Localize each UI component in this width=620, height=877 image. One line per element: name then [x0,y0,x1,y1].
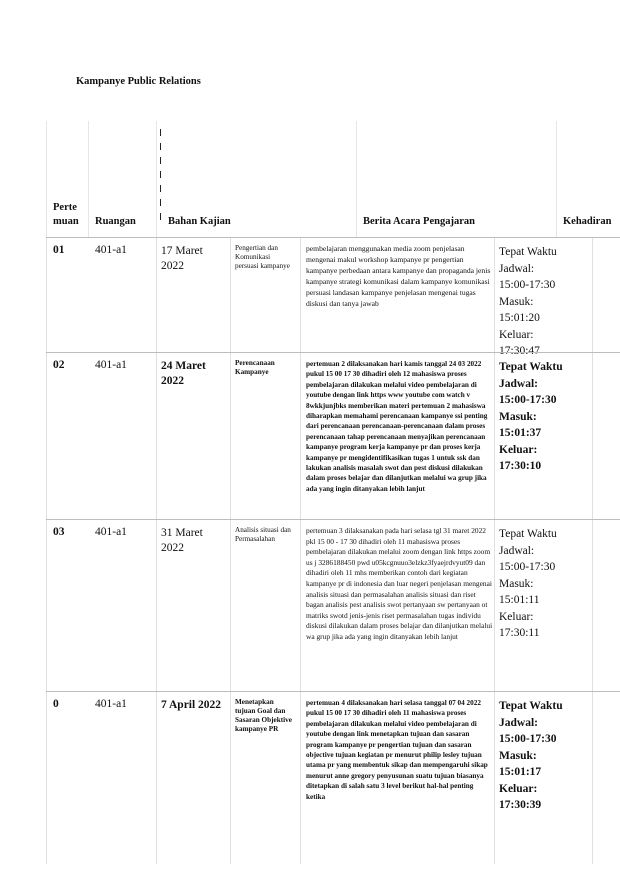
row-date: 24 Maret 2022 [161,360,206,387]
header-pertemuan: Perte muan [53,202,79,227]
row-date: 17 Maret 2022 [161,245,203,272]
row-date: 31 Maret 2022 [161,527,203,554]
row-number: 0 [53,698,59,710]
header-bahan-kajian: Bahan Kajian [168,216,231,227]
row-number: 02 [53,359,65,371]
header-ruangan: Ruangan [95,216,136,227]
table-row [46,519,620,691]
table-header-row [46,121,620,237]
row-description: pertemuan 3 dilaksanakan pada hari selasa tgl 31 maret 2022 pkl 15 00 - 17 30 dihadiri oleh 11 mahasiswa proses pembelajaran dilakukan melalui zoom dengan link https zoom us j 3286188450 pwd u05kcgnuuo3elzkz3fyaejrdvyut09 dan dihadiri oleh 11 mhs memberikan contoh dari kegiatan kampanye pr di indonesia dan luar negeri penjelasan mengenai analisis situasi dan permasalahan analisis situasi dan riset bagan analisis pest analisis swot pertanyaan sw pertanyaan ot matriks swotd jenis-jenis riset permasalahan tugas individu diskusi dilakukan dalam proses belajar dan dilanjutkan melalui wa grup jika ada yang ingin ditanyakan lebih lanjut [306,526,493,641]
row-date: 7 April 2022 [161,699,222,711]
row-attendance: Tepat Waktu Jadwal: 15:00-17:30 Masuk: 15:01:17 Keluar: 17:30:39 [499,700,563,811]
table-row [46,352,620,519]
row-topic: Perencanaan Kampanye [235,359,275,376]
header-dash-marks [160,129,163,227]
row-number: 03 [53,526,65,538]
row-attendance: Tepat Waktu Jadwal: 15:00-17:30 Masuk: 15:01:20 Keluar: 17:30:47 [499,246,557,357]
row-room: 401-a1 [95,698,127,710]
schedule-table [46,121,620,864]
header-kehadiran: Kehadiran [563,216,612,227]
row-description: pertemuan 4 dilaksanakan hari selasa tanggal 07 04 2022 pukul 15 00 17 30 dihadiri oleh 11 mahasiswa proses pembelajaran dilakukan melalui video pembelajaran di youtube dengan link menetapkan tujuan dan sasaran program kampanye pr pengertian tujuan dan sasaran objective tujuan kegiatan pr menurut philip lesley tujuan utama pr yang membentuk sikap dan mempengaruhi sikap menurut anne gregory penyusunan suatu tujuan biasanya ditetapkan di salah satu 3 level berikut hal-hal penting ketika [306,699,488,801]
row-topic: Analisis situasi dan Permasalahan [235,526,291,543]
row-room: 401-a1 [95,359,127,371]
row-topic: Pengertian dan Komunikasi persuasi kampanye [235,244,290,270]
header-berita-acara: Berita Acara Pengajaran [363,216,475,227]
row-number: 01 [53,244,65,256]
row-room: 401-a1 [95,244,127,256]
table-row [46,691,620,864]
document-title: Kampanye Public Relations [76,76,201,87]
row-attendance: Tepat Waktu Jadwal: 15:00-17:30 Masuk: 15:01:11 Keluar: 17:30:11 [499,528,557,639]
row-description: pembelajaran menggunakan media zoom penjelasan mengenai makul workshop kampanye pr pengertian kampanye perbedaan antara kampanye dan propaganda jenis kampanye strategi komunikasi dalam kampanye komunikasi persuasi landasan kampanye penjelasan mengenai tugas diskusi dan tanya jawab [306,244,491,308]
row-attendance: Tepat Waktu Jadwal: 15:00-17:30 Masuk: 15:01:37 Keluar: 17:30:10 [499,361,563,472]
row-topic: Menetapkan tujuan Goal dan Sasaran Objektive kampanye PR [235,698,292,733]
row-room: 401-a1 [95,526,127,538]
row-description: pertemuan 2 dilaksanakan hari kamis tanggal 24 03 2022 pukul 15 00 17 30 dihadiri oleh 12 mahasiswa proses pembelajaran dilakukan melalui video pembelajaran di youtube dengan link https www youtube com watch v 8wkkjunjbks memberikan materi pertemuan 2 mahasiswa diharapkan memahami perencanaan kampanye ssi penting dari perencanaan perencanaan-perencanaan dalam proses perencanaan tahap perencanaan menyajikan perencanaan kampanye program kerja kampanye pr dan proses kerja kampanye pr mengidentifikasikan tugas 1 untuk ssk dan lakukan analisis masalah swot dan pest diskusi dilakukan dalam proses belajar dan dilanjutkan melalui wa grup jika ada yang ingin ditanyakan lebih lanjut [306,360,488,493]
table-row [46,237,620,357]
